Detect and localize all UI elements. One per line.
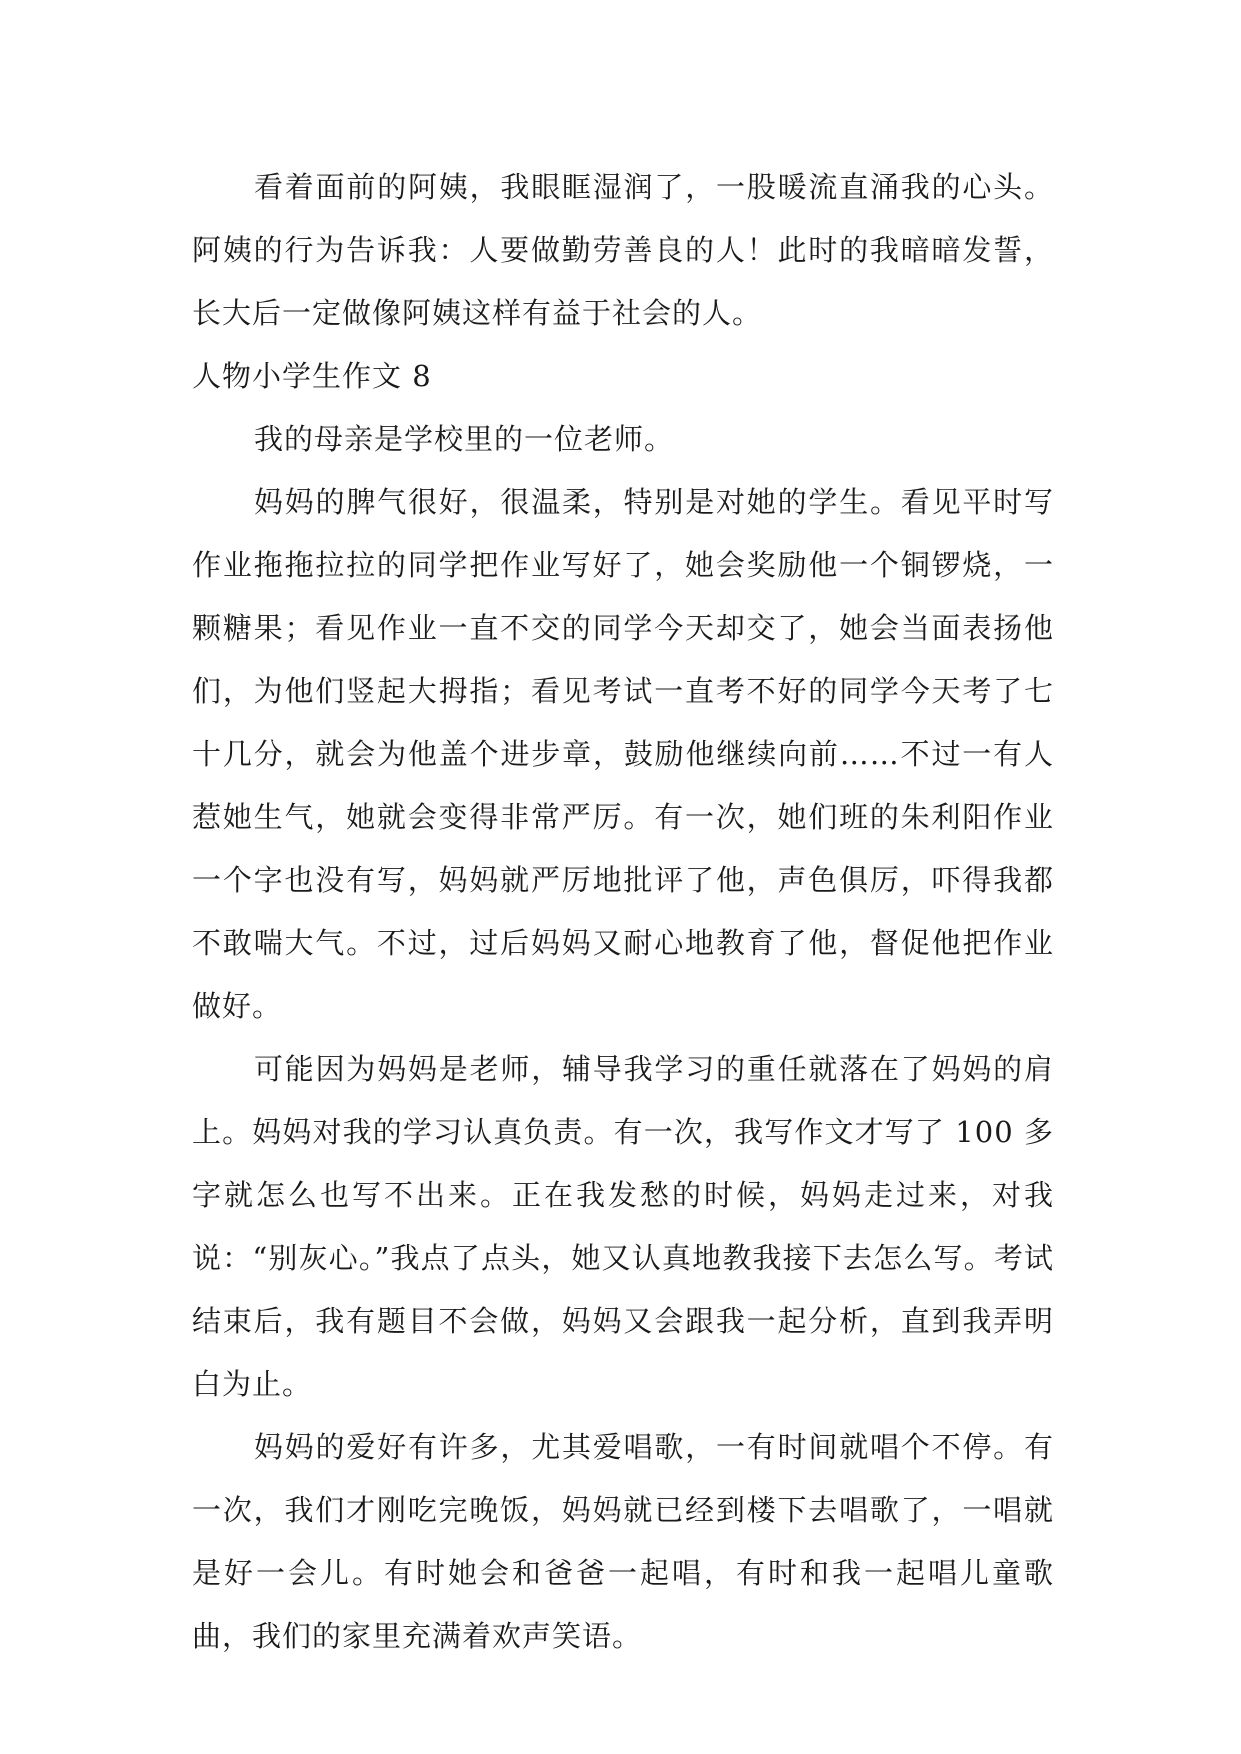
document-body [192,156,1054,1668]
section-title: 人物小学生作文 8 [192,359,432,393]
paragraph-4: 妈妈的爱好有许多，尤其爱唱歌，一有时间就唱个不停。有一次，我们才刚吃完晚饭，妈妈就已经到楼下去唱歌了，一唱就是好一会儿。有时她会和爸爸一起唱，有时和我一起唱儿童歌曲，我们的家里充满着欢声笑语。 [192,1430,1054,1653]
paragraph-2: 妈妈的脾气很好，很温柔，特别是对她的学生。看见平时写作业拖拖拉拉的同学把作业写好了，她会奖励他一个铜锣烧，一颗糖果；看见作业一直不交的同学今天却交了，她会当面表扬他们，为他们竖起大拇指；看见考试一直考不好的同学今天考了七十几分，就会为他盖个进步章，鼓励他继续向前……不过一有人惹她生气，她就会变得非常严厉。有一次，她们班的朱利阳作业一个字也没有写，妈妈就严厉地批评了他，声色俱厉，吓得我都不敢喘大气。不过，过后妈妈又耐心地教育了他，督促他把作业做好。 [192,485,1054,1023]
paragraph-1: 我的母亲是学校里的一位老师。 [254,422,675,456]
intro-paragraph: 看着面前的阿姨，我眼眶湿润了，一股暖流直涌我的心头。阿姨的行为告诉我：人要做勤劳善良的人！此时的我暗暗发誓，长大后一定做像阿姨这样有益于社会的人。 [192,170,1054,330]
paragraph-3: 可能因为妈妈是老师，辅导我学习的重任就落在了妈妈的肩上。妈妈对我的学习认真负责。有一次，我写作文才写了 100 多字就怎么也写不出来。正在我发愁的时候，妈妈走过来，对我说：“别灰心。”我点了点头，她又认真地教我接下去怎么写。考试结束后，我有题目不会做，妈妈又会跟我一起分析，直到我弄明白为止。 [192,1052,1054,1401]
